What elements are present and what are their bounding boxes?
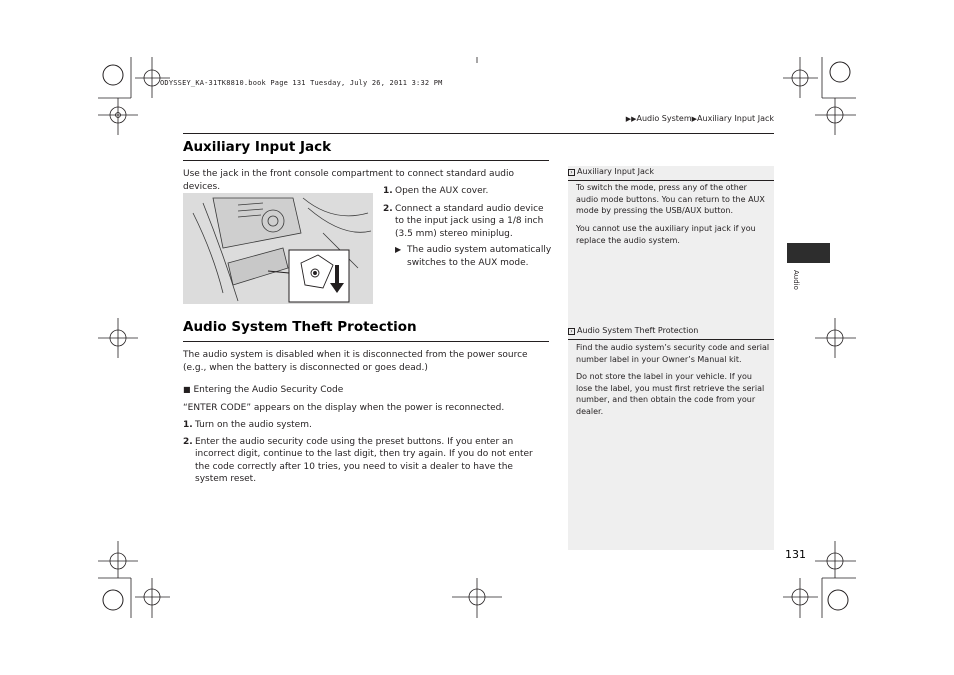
aux-step-text: Open the AUX cover. bbox=[395, 186, 489, 196]
print-info-line: ODYSSEY_KA-31TK8810.book Page 131 Tuesday, July 26, 2011 3:32 PM bbox=[160, 79, 443, 87]
theft-step-number: 1. bbox=[183, 420, 193, 430]
aux-result-text: The audio system automatically switches to the AUX mode. bbox=[407, 245, 552, 268]
theft-step bbox=[183, 419, 545, 432]
reference-icon: › bbox=[568, 169, 575, 176]
side-aux-note-1: To switch the mode, press any of the other audio mode buttons. You can return to the AUX mode by pressing the USB/AUX button. bbox=[576, 183, 765, 215]
side-aux-note-2: You cannot use the auxiliary input jack if you replace the audio system. bbox=[576, 224, 756, 245]
aux-title-rule bbox=[183, 160, 549, 161]
theft-step-number: 2. bbox=[183, 436, 193, 447]
side-aux-heading bbox=[568, 167, 654, 176]
side-aux-heading-text: Auxiliary Input Jack bbox=[577, 167, 654, 176]
side-theft-rule bbox=[568, 339, 774, 340]
chapter-tab bbox=[787, 243, 830, 263]
breadcrumb bbox=[626, 114, 774, 123]
side-theft-note-2: Do not store the label in your vehicle. If you lose the label, you must first retrieve the serial number, and then obtain the code from your dealer. bbox=[576, 372, 765, 416]
aux-step-number: 2. bbox=[383, 203, 393, 214]
theft-subhead-text: Entering the Audio Security Code bbox=[193, 385, 344, 395]
theft-title: Audio System Theft Protection bbox=[183, 319, 417, 335]
aux-step bbox=[383, 203, 553, 241]
aux-steps bbox=[383, 185, 553, 240]
theft-step bbox=[183, 436, 545, 486]
theft-step-text: Enter the audio security code using the preset buttons. If you enter an incorrect digit, continue to the last digit, then try again. If you do not enter the code correctly after 10 tries, you need to visit a dealer to have the system reset. bbox=[195, 436, 533, 484]
aux-intro: Use the jack in the front console compartment to connect standard audio devices. bbox=[183, 169, 514, 192]
square-bullet-icon: ■ bbox=[183, 385, 191, 394]
theft-intro: The audio system is disabled when it is disconnected from the power source (e.g., when the battery is disconnected or goes dead.) bbox=[183, 350, 528, 373]
theft-title-rule bbox=[183, 341, 549, 342]
top-rule bbox=[183, 133, 774, 134]
aux-step bbox=[383, 185, 553, 198]
result-arrow-icon: ▶ bbox=[395, 245, 402, 254]
breadcrumb-section: Audio System bbox=[636, 114, 692, 123]
reference-icon: › bbox=[568, 328, 575, 335]
theft-subhead bbox=[183, 384, 343, 397]
page-number: 131 bbox=[785, 548, 806, 561]
side-theft-note-1: Find the audio system’s security code and serial number label in your Owner’s Manual kit. bbox=[576, 343, 770, 364]
aux-result bbox=[395, 244, 555, 269]
console-drawing-icon bbox=[183, 193, 373, 304]
side-aux-rule bbox=[568, 180, 774, 181]
breadcrumb-arrow-icon: ▶▶ bbox=[625, 115, 637, 123]
aux-step-number: 1. bbox=[383, 186, 393, 196]
theft-step-text: Turn on the audio system. bbox=[195, 420, 312, 430]
aux-step-text: Connect a standard audio device to the input jack using a 1/8 inch (3.5 mm) stereo miniplug. bbox=[395, 203, 544, 239]
aux-title: Auxiliary Input Jack bbox=[183, 139, 332, 155]
aux-jack-illustration bbox=[183, 193, 373, 304]
chapter-tab-label: Audio bbox=[792, 270, 800, 290]
breadcrumb-separator-icon: ▶ bbox=[691, 115, 698, 123]
side-theft-heading-text: Audio System Theft Protection bbox=[577, 326, 699, 335]
enter-code-note: “ENTER CODE” appears on the display when the power is reconnected. bbox=[183, 403, 505, 413]
theft-steps bbox=[183, 419, 545, 486]
breadcrumb-page: Auxiliary Input Jack bbox=[697, 114, 774, 123]
side-theft-heading bbox=[568, 326, 698, 335]
